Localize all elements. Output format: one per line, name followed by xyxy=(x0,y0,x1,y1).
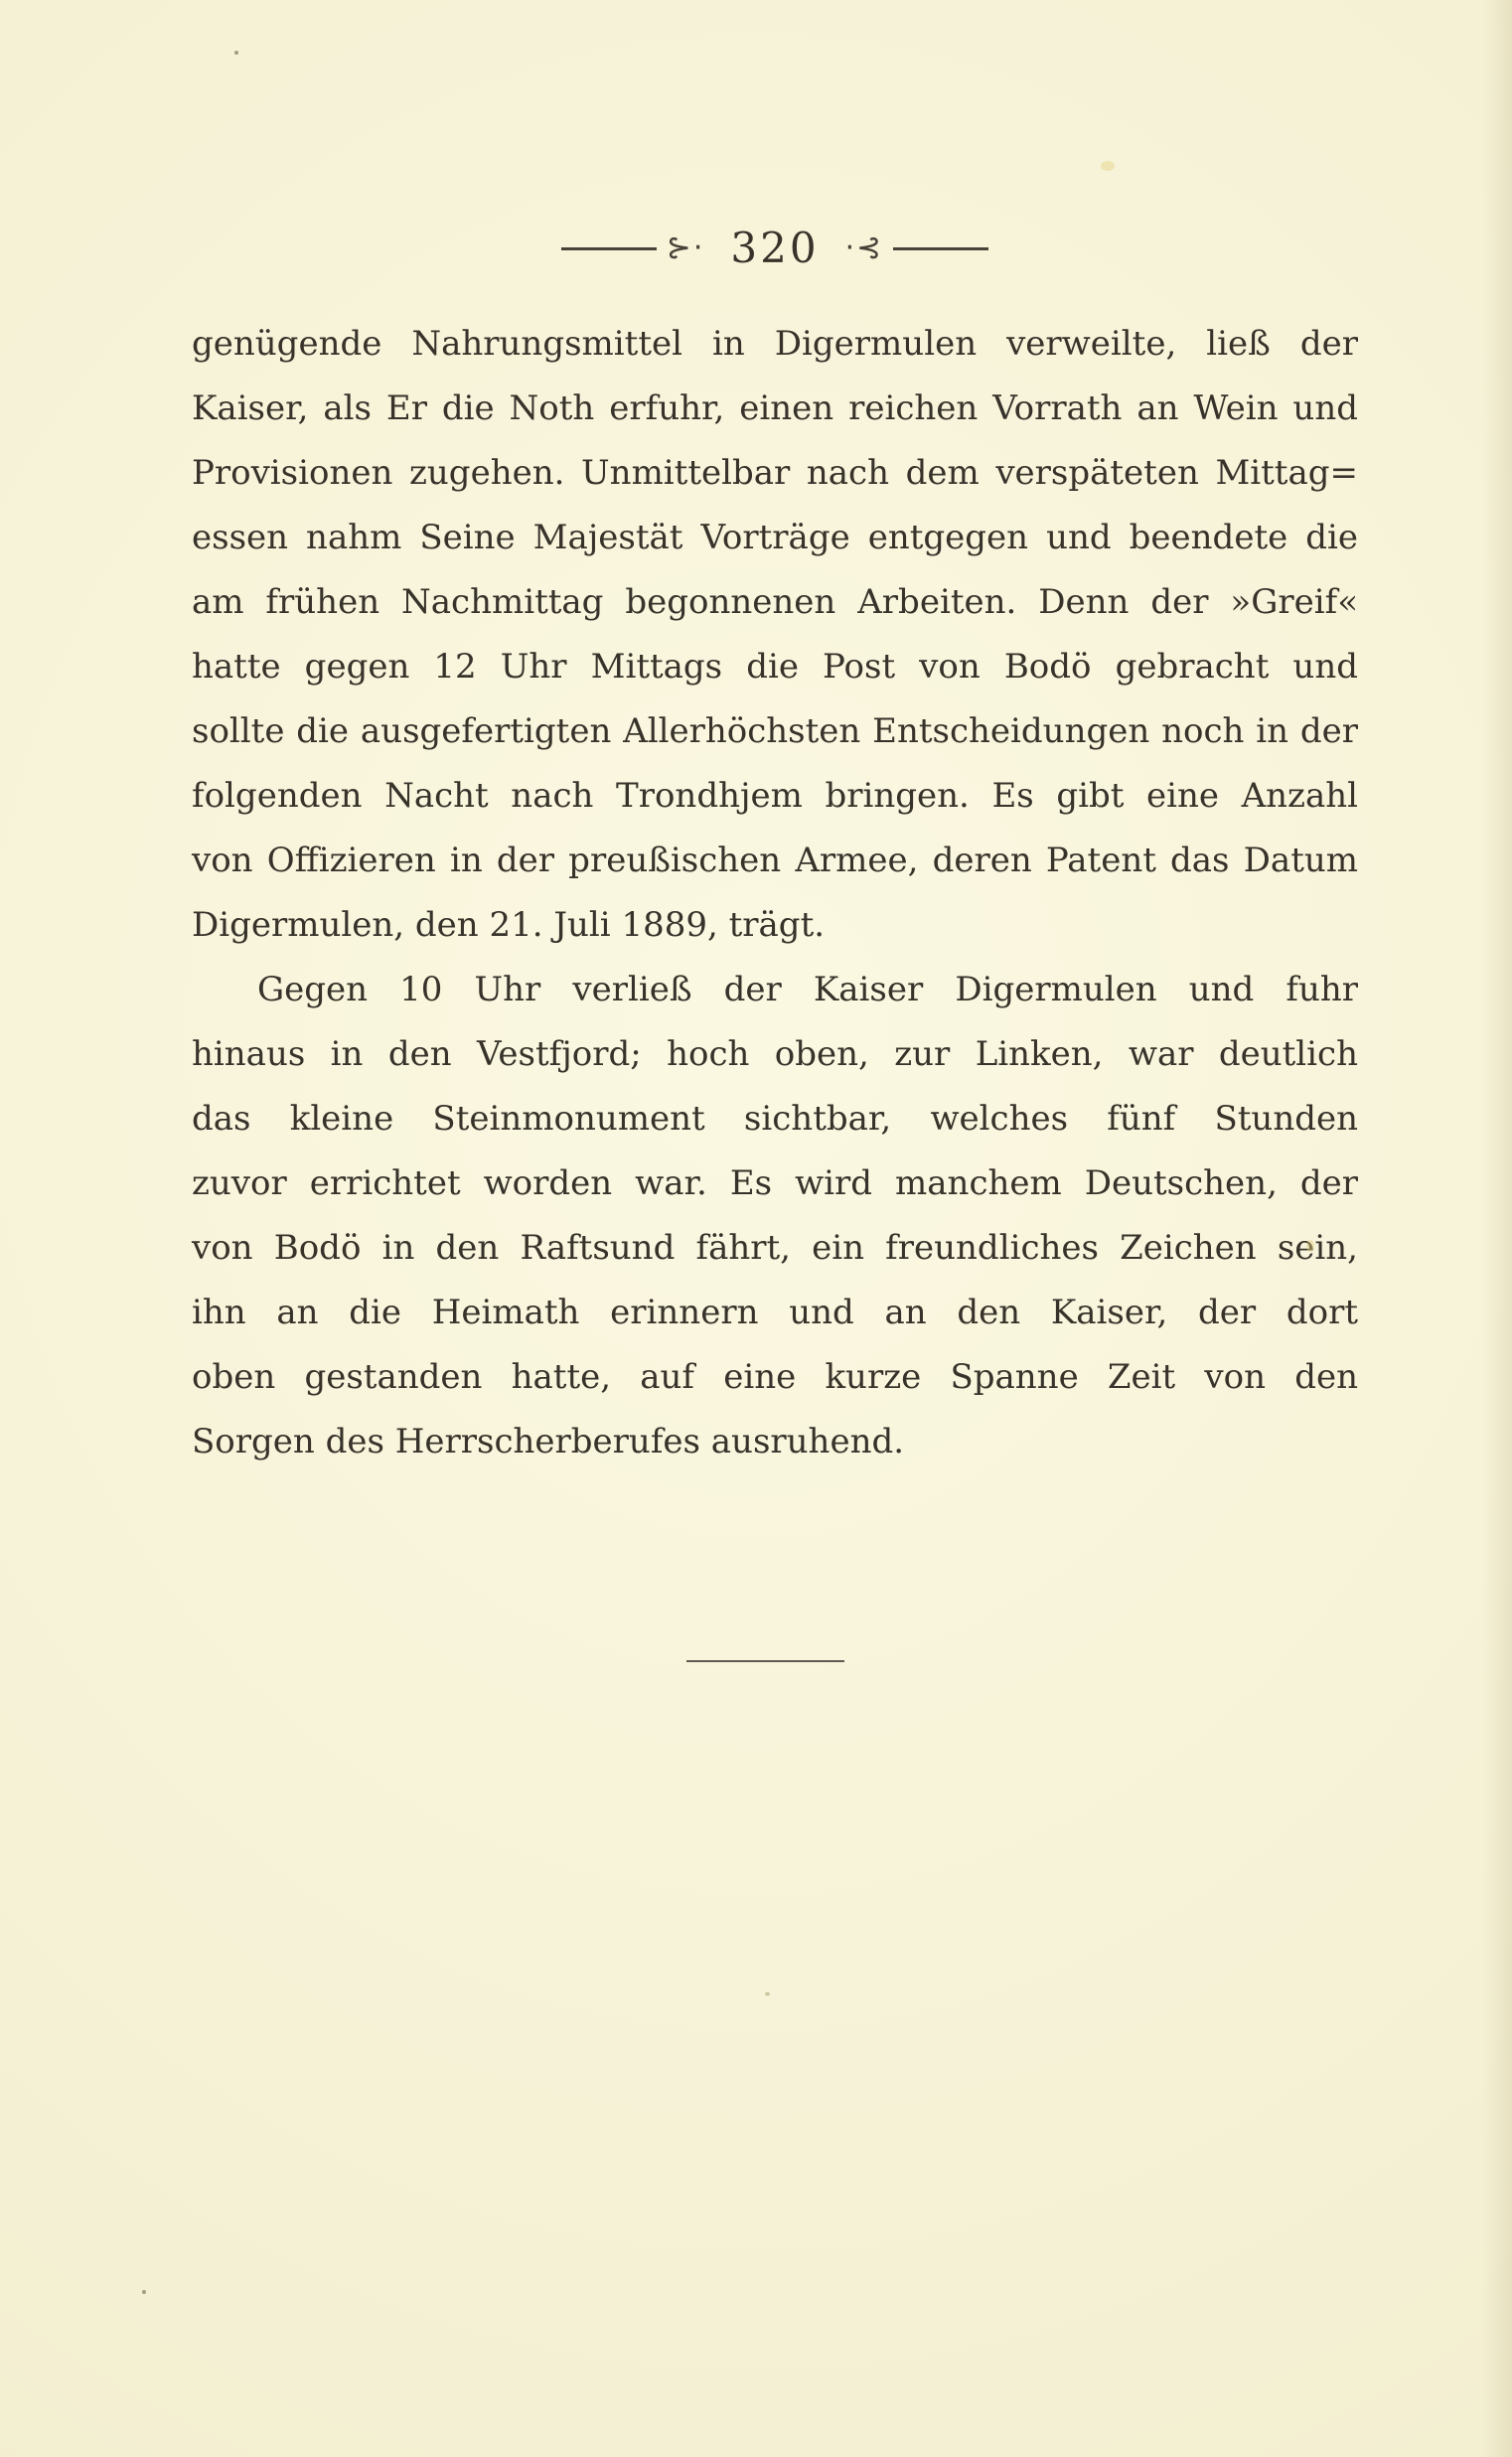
paper-speck xyxy=(142,2290,146,2294)
text-line: essen nahm Seine Majestät Vorträge entgegen und beendete die xyxy=(192,518,1358,557)
text-line: von Bodö in den Raftsund fährt, ein freundliches Zeichen sein, xyxy=(192,1228,1358,1268)
text-line-paragraph-start: Gegen 10 Uhr verließ der Kaiser Digermulen und fuhr xyxy=(257,970,1358,1009)
text-line: genügende Nahrungsmittel in Digermulen verweilte, ließ der xyxy=(192,324,1358,364)
fleuron-right-icon: ·⊰ xyxy=(844,230,884,265)
text-line: Provisionen zugehen. Unmittelbar nach dem verspäteten Mittag= xyxy=(192,453,1358,493)
text-line: zuvor errichtet worden war. Es wird manchem Deutschen, der xyxy=(192,1163,1358,1203)
paper-speck xyxy=(765,1992,770,1996)
text-line: folgenden Nacht nach Trondhjem bringen. Es gibt eine Anzahl xyxy=(192,776,1358,816)
text-line: hinaus in den Vestfjord; hoch oben, zur Linken, war deutlich xyxy=(192,1034,1358,1074)
text-line: sollte die ausgefertigten Allerhöchsten Entscheidungen noch in der xyxy=(192,711,1358,751)
page-header xyxy=(192,221,1358,276)
text-line: oben gestanden hatte, auf eine kurze Spanne Zeit von den xyxy=(192,1357,1358,1397)
page-number: 320 xyxy=(730,224,820,272)
text-line: ihn an die Heimath erinnern und an den Kaiser, der dort xyxy=(192,1293,1358,1332)
text-line: am frühen Nachmittag begonnenen Arbeiten. Denn der »Greif« xyxy=(192,582,1358,622)
text-line: hatte gegen 12 Uhr Mittags die Post von Bodö gebracht und xyxy=(192,647,1358,687)
text-line: das kleine Steinmonument sichtbar, welches fünf Stunden xyxy=(192,1099,1358,1139)
fleuron-left-icon: ⊱· xyxy=(666,230,705,265)
header-rule-left-icon xyxy=(561,247,657,250)
paper-stain xyxy=(1101,161,1115,171)
section-divider-rule xyxy=(686,1660,844,1662)
text-line-paragraph-end: Sorgen des Herrscherberufes ausruhend. xyxy=(192,1422,905,1461)
paper-speck xyxy=(234,51,238,55)
page-edge-shadow xyxy=(1482,0,1512,2457)
header-rule-right-icon xyxy=(893,247,988,250)
text-line: Kaiser, als Er die Noth erfuhr, einen reichen Vorrath an Wein und xyxy=(192,388,1358,428)
body-text-block xyxy=(192,312,1358,1474)
text-line: von Offizieren in der preußischen Armee, deren Patent das Datum xyxy=(192,841,1358,880)
text-line-paragraph-end: Digermulen, den 21. Juli 1889, trägt. xyxy=(192,905,826,945)
